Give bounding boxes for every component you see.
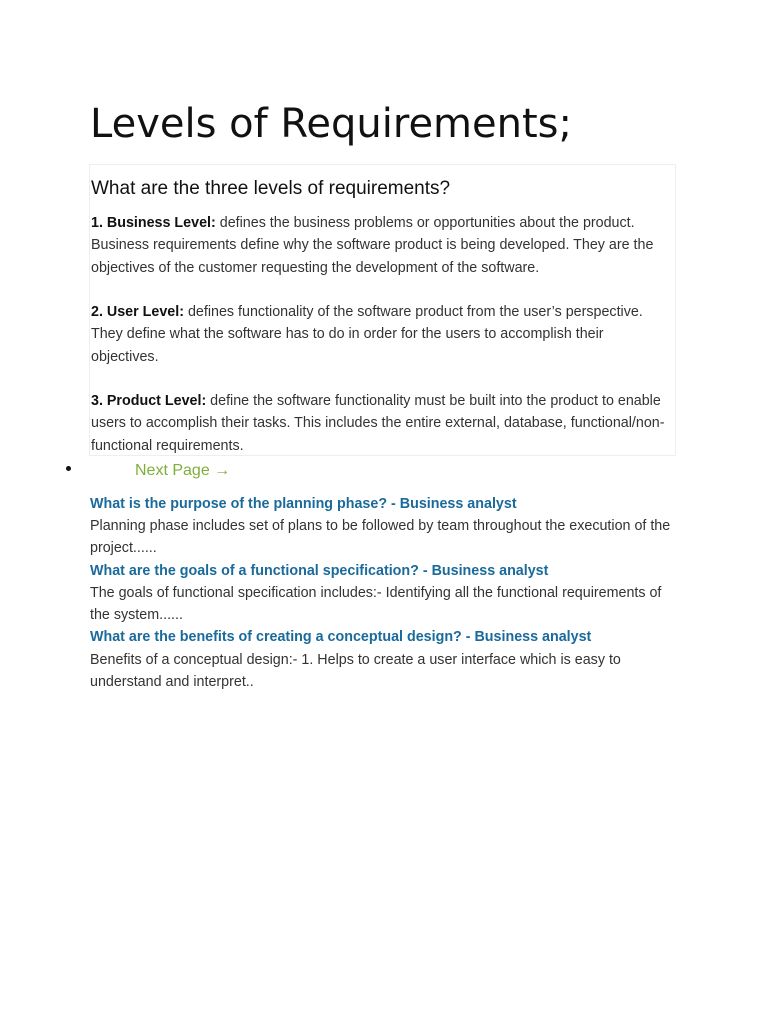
page-title: Levels of Requirements; (90, 101, 572, 147)
related-link-functional-specification[interactable]: What are the goals of a functional specification? - Business analyst (90, 563, 549, 579)
level-heading: 1. Business Level: (91, 215, 216, 231)
level-text: define the software functionality must be built into the product to enable users to accomplish their tasks. This includes the entire external, database, functional/non-functional requirements. (91, 393, 665, 454)
level-user (91, 301, 675, 368)
bullet-dot (66, 466, 71, 471)
qa-question: What are the three levels of requirements? (91, 178, 451, 199)
related-desc: Planning phase includes set of plans to be followed by team throughout the execution of the project...... (90, 518, 671, 557)
level-text: defines functionality of the software product from the user’s perspective. They define what the software has to do in order for the users to accomplish their objectives. (91, 304, 643, 365)
level-heading: 2. User Level: (91, 304, 184, 320)
related-desc: The goals of functional specification includes:- Identifying all the functional requirements of the system...... (90, 585, 662, 624)
related-desc: Benefits of a conceptual design:- 1. Helps to create a user interface which is easy to understand and interpret.. (90, 652, 621, 691)
level-product (91, 390, 675, 457)
related-link-conceptual-design[interactable]: What are the benefits of creating a conceptual design? - Business analyst (90, 629, 592, 645)
next-page-link[interactable]: Next Page → (135, 462, 231, 479)
level-heading: 3. Product Level: (91, 393, 207, 409)
level-business (91, 212, 675, 279)
related-link-planning-phase[interactable]: What is the purpose of the planning phase? - Business analyst (90, 496, 517, 512)
level-text: defines the business problems or opportunities about the product. Business requirements define why the software product is being developed. They are the objectives of the customer requesting the development of the software. (91, 215, 654, 276)
qa-box (89, 164, 676, 456)
